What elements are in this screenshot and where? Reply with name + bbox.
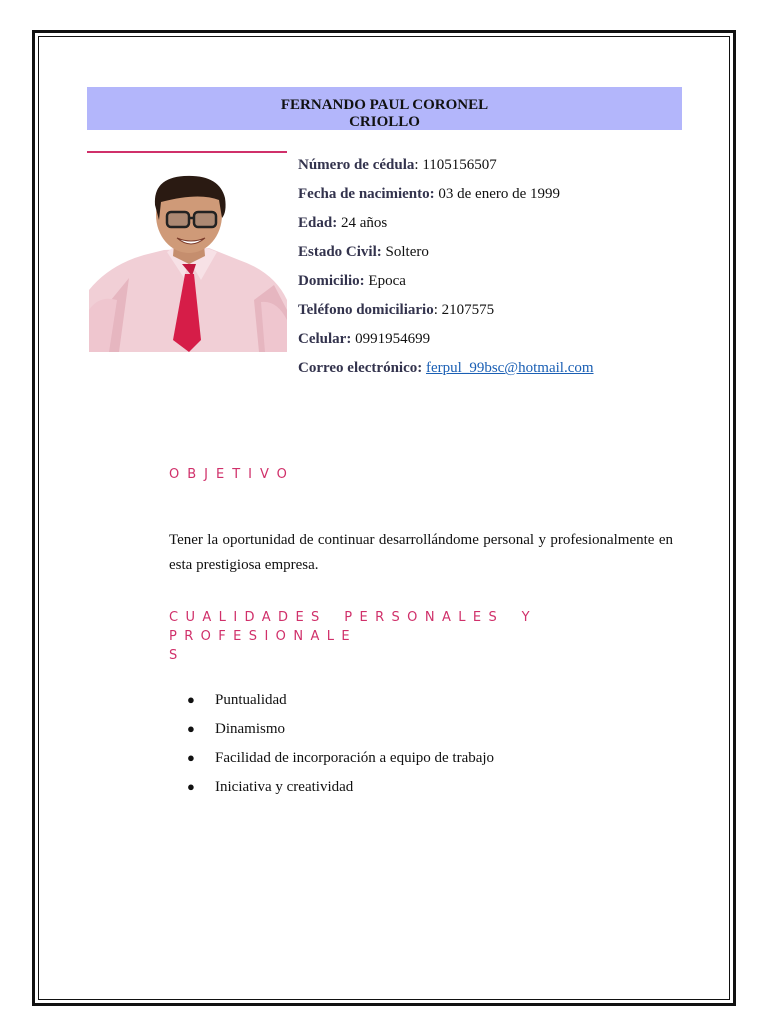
info-value: Epoca [368, 273, 406, 289]
info-row-home-phone [298, 299, 688, 328]
info-value: 03 de enero de 1999 [438, 186, 561, 202]
info-row-cedula [298, 154, 688, 183]
info-value: 1105156507 [422, 157, 497, 173]
info-label: Fecha de nacimiento: [298, 186, 435, 202]
name-line-1: FERNANDO PAUL CORONEL [280, 97, 489, 113]
info-label: Estado Civil: [298, 244, 382, 260]
list-item-text: Iniciativa y creatividad [215, 779, 354, 795]
objetivo-text: Tener la oportunidad de continuar desarrollándome personal y profesionalmente en esta prestigiosa empresa. [169, 532, 673, 573]
info-value: 24 años [340, 215, 388, 231]
info-label: Teléfono domiciliario [298, 302, 434, 318]
info-label: Edad: [298, 215, 338, 231]
bullet-icon: ● [187, 692, 195, 707]
name-header [87, 87, 682, 130]
info-row-address [298, 270, 688, 299]
list-item-text: Facilidad de incorporación a equipo de trabajo [215, 750, 495, 766]
cualidades-list [187, 688, 494, 804]
list-item-text: Puntualidad [215, 692, 287, 708]
list-item [187, 717, 494, 746]
info-row-civil-status [298, 241, 688, 270]
bullet-icon: ● [187, 721, 195, 736]
accent-rule [87, 151, 287, 153]
list-item [187, 746, 494, 775]
info-label: Domicilio: [298, 273, 365, 289]
info-label: Correo electrónico: [298, 360, 423, 376]
bullet-icon: ● [187, 750, 195, 765]
bullet-icon: ● [187, 779, 195, 794]
cualidades-heading-line-2: S [169, 648, 185, 663]
info-row-mobile [298, 328, 688, 357]
cualidades-heading-line-1: CUALIDADES PERSONALES Y PROFESIONALE [169, 610, 538, 644]
personal-info [298, 154, 688, 386]
list-item [187, 775, 494, 804]
info-row-age [298, 212, 688, 241]
info-value: Soltero [385, 244, 429, 260]
name-line-2: CRIOLLO [349, 114, 420, 130]
info-value: 0991954699 [355, 331, 431, 347]
email-link[interactable]: ferpul_99bsc@hotmail.com [426, 360, 594, 376]
cualidades-heading [169, 608, 679, 665]
info-sep: : [414, 157, 423, 173]
list-item [187, 688, 494, 717]
info-value: 2107575 [441, 302, 495, 318]
objetivo-heading: OBJETIVO [169, 467, 295, 482]
profile-photo [89, 160, 287, 352]
list-item-text: Dinamismo [215, 721, 285, 737]
info-label: Número de cédula [298, 157, 415, 173]
info-label: Celular: [298, 331, 352, 347]
info-row-birthdate [298, 183, 688, 212]
info-row-email [298, 357, 688, 386]
info-sep: : [433, 302, 442, 318]
